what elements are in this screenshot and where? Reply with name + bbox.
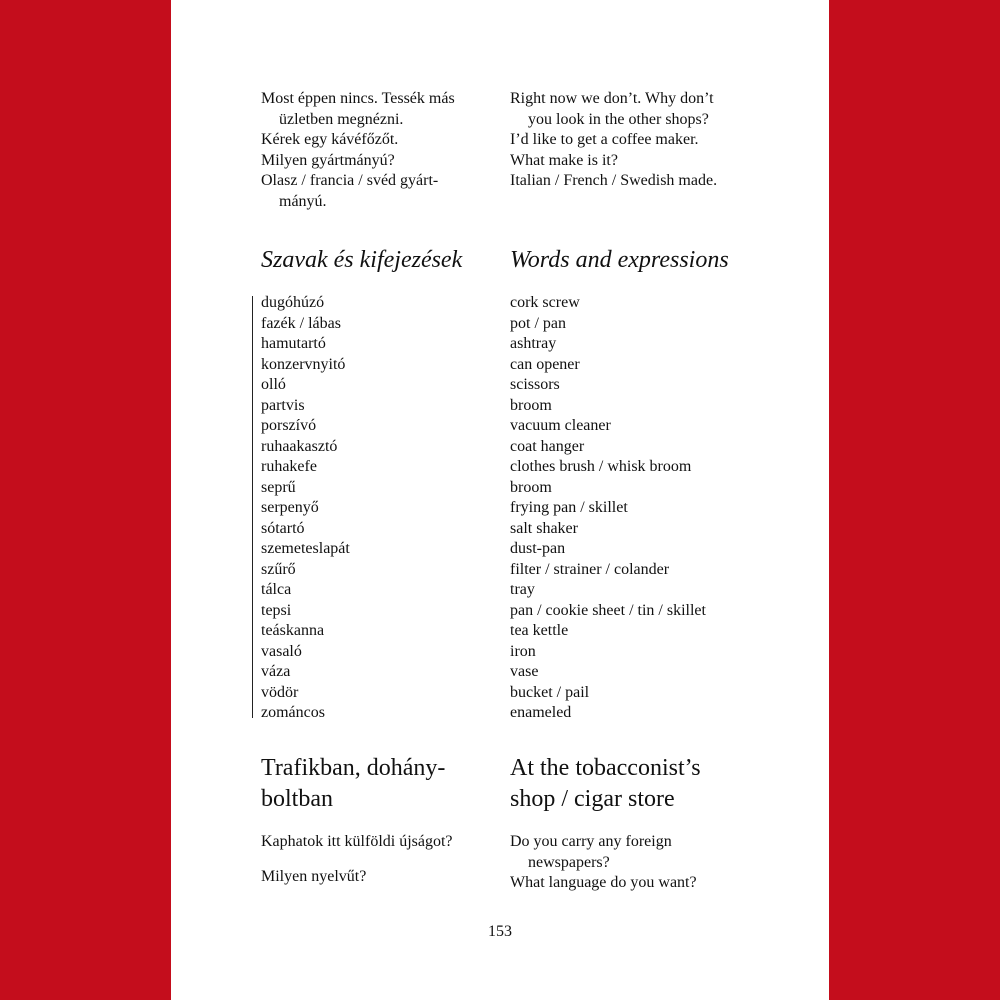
word-english: iron xyxy=(510,642,536,660)
word-english: filter / strainer / colander xyxy=(510,560,670,578)
dialogue-line: I’d like to get a coffee maker. xyxy=(510,131,699,148)
word-english: broom xyxy=(510,478,552,496)
word-hungarian: olló xyxy=(261,376,286,393)
word-english: coat hanger xyxy=(510,437,585,455)
word-hungarian: teáskanna xyxy=(261,622,325,639)
word-hungarian: vasaló xyxy=(261,642,302,660)
book-page xyxy=(171,0,829,1000)
dialogue-line: What make is it? xyxy=(510,151,618,169)
dialogue-line: you look in the other shops? xyxy=(528,110,709,128)
dialogue-line: mányú. xyxy=(279,192,327,210)
shop-dialogue-hungarian xyxy=(261,832,486,887)
words-heading-english: Words and expressions xyxy=(510,247,729,273)
section-title-line: shop / cigar store xyxy=(510,786,675,812)
word-hungarian: tepsi xyxy=(261,601,292,619)
section-title-line: boltban xyxy=(261,786,333,812)
word-english: tea kettle xyxy=(510,622,569,639)
word-english: enameled xyxy=(510,704,572,721)
word-hungarian: partvis xyxy=(261,396,305,414)
word-english: vacuum cleaner xyxy=(510,417,611,434)
section-title-line: At the tobacconist’s xyxy=(510,755,701,781)
word-hungarian: serpenyő xyxy=(261,499,319,516)
word-hungarian: tálca xyxy=(261,581,292,598)
word-hungarian: szűrő xyxy=(261,560,296,578)
dialogue-english xyxy=(510,89,750,192)
word-list-hungarian xyxy=(261,293,486,724)
word-hungarian: zománcos xyxy=(261,704,325,721)
word-english: dust-pan xyxy=(510,540,566,557)
word-english: pan / cookie sheet / tin / skillet xyxy=(510,601,706,619)
word-english: vase xyxy=(510,663,539,680)
word-english: scissors xyxy=(510,376,560,393)
dialogue-line: Milyen gyártmányú? xyxy=(261,151,395,169)
word-hungarian: vödör xyxy=(261,683,299,701)
word-english: bucket / pail xyxy=(510,683,590,701)
word-english: salt shaker xyxy=(510,519,578,537)
dialogue-hungarian xyxy=(261,89,486,212)
word-english: pot / pan xyxy=(510,314,566,332)
word-hungarian: ruhaakasztó xyxy=(261,437,338,455)
word-english: clothes brush / whisk broom xyxy=(510,458,692,475)
section-title-english xyxy=(510,753,750,815)
words-heading-hungarian: Szavak és kifejezések xyxy=(261,247,463,273)
dialogue-line: Most éppen nincs. Tessék más xyxy=(261,90,455,107)
word-english: can opener xyxy=(510,355,580,373)
margin-rule xyxy=(252,296,253,718)
word-hungarian: ruhakefe xyxy=(261,458,317,475)
dialogue-line: Kaphatok itt külföldi újságot? xyxy=(261,833,453,850)
dialogue-line: Kérek egy kávéfőzőt. xyxy=(261,131,399,148)
word-english: frying pan / skillet xyxy=(510,499,628,516)
dialogue-line: üzletben megnézni. xyxy=(279,110,404,128)
word-english: tray xyxy=(510,581,535,598)
dialogue-line: Milyen nyelvűt? xyxy=(261,867,367,885)
dialogue-line: Right now we don’t. Why don’t xyxy=(510,90,714,107)
word-hungarian: fazék / lábas xyxy=(261,314,341,332)
section-title-line: Trafikban, dohány- xyxy=(261,755,446,781)
shop-dialogue-english xyxy=(510,832,750,894)
dialogue-line: Olasz / francia / svéd gyárt- xyxy=(261,172,439,189)
word-hungarian: seprű xyxy=(261,478,296,496)
page-number: 153 xyxy=(488,923,512,940)
word-english: broom xyxy=(510,396,552,414)
dialogue-line: Do you carry any foreign xyxy=(510,833,672,850)
word-hungarian: hamutartó xyxy=(261,335,326,352)
dialogue-line: Italian / French / Swedish made. xyxy=(510,172,718,189)
word-hungarian: szemeteslapát xyxy=(261,540,350,557)
section-title-hungarian xyxy=(261,753,486,815)
dialogue-line: What language do you want? xyxy=(510,874,697,891)
dialogue-line: newspapers? xyxy=(528,853,610,871)
word-hungarian: konzervnyitó xyxy=(261,355,346,373)
word-hungarian: váza xyxy=(261,663,291,680)
word-hungarian: porszívó xyxy=(261,417,317,434)
word-english: ashtray xyxy=(510,335,557,352)
word-list-english xyxy=(510,293,750,724)
word-hungarian: sótartó xyxy=(261,519,305,537)
word-hungarian: dugóhúzó xyxy=(261,294,325,311)
word-english: cork screw xyxy=(510,294,580,311)
